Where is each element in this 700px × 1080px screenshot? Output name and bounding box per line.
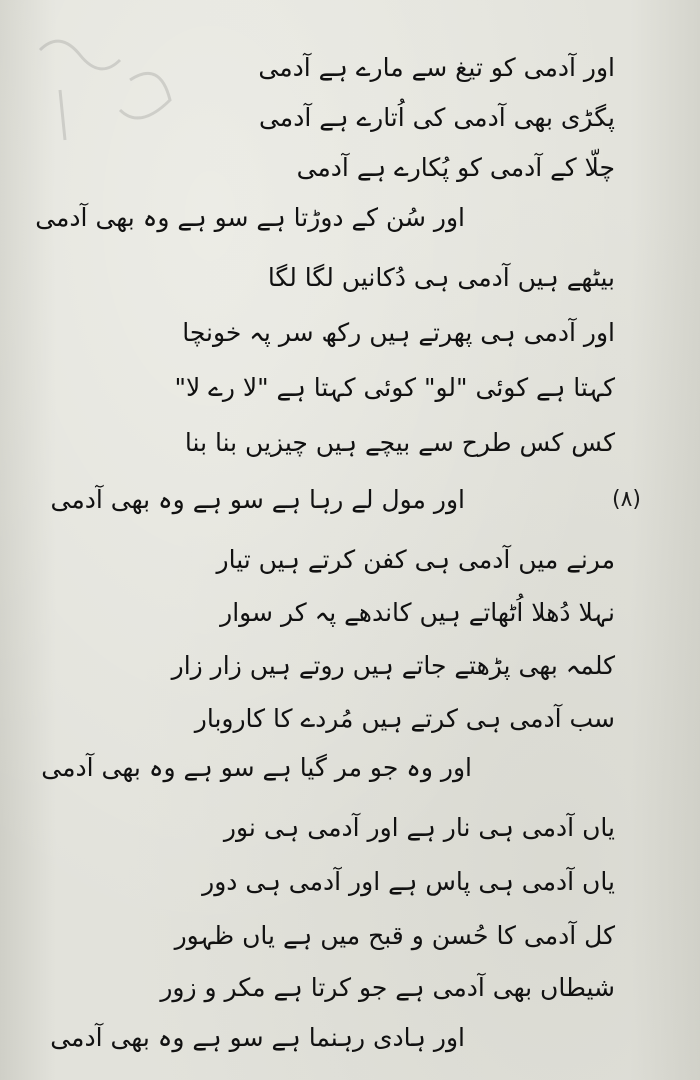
poem-line: کلمہ بھی پڑھتے جاتے ہیں روتے ہیں زار زار — [171, 651, 615, 680]
refrain-line: اور ہادی رہنما ہے سو ہے وہ بھی آدمی — [50, 1023, 465, 1052]
poem-line: یاں آدمی ہی پاس ہے اور آدمی ہی دور — [202, 867, 615, 896]
poem-line: مرنے میں آدمی ہی کفن کرتے ہیں تیار — [216, 545, 615, 574]
poem-line: اور آدمی ہی پھرتے ہیں رکھ سر پہ خونچا — [182, 318, 615, 347]
poem-line: سب آدمی ہی کرتے ہیں مُردے کا کاروبار — [194, 704, 615, 733]
poem-line: اور آدمی کو تیغ سے مارے ہے آدمی — [258, 53, 615, 82]
poem-line: کس کس طرح سے بیچے ہیں چیزیں بنا بنا — [184, 428, 615, 457]
poem-line: کل آدمی کا حُسن و قبح میں ہے یاں ظہور — [174, 921, 615, 950]
bleed-through-ink — [20, 20, 190, 160]
stanza-number: (۸) — [612, 487, 641, 512]
refrain-line: اور وہ جو مر گیا ہے سو ہے وہ بھی آدمی — [41, 753, 472, 782]
poem-line: بیٹھے ہیں آدمی ہی دُکانیں لگا لگا — [267, 263, 615, 292]
poem-line: شیطاں بھی آدمی ہے جو کرتا ہے مکر و زور — [160, 973, 615, 1002]
poem-line: پگڑی بھی آدمی کی اُتارے ہے آدمی — [258, 103, 615, 132]
poem-line: کہتا ہے کوئی "لو" کوئی کہتا ہے "لا رے لا" — [174, 373, 615, 402]
refrain-line: اور مول لے رہا ہے سو ہے وہ بھی آدمی — [50, 485, 465, 514]
poem-line: چلّا کے آدمی کو پُکارے ہے آدمی — [296, 153, 615, 182]
refrain-line: اور سُن کے دوڑتا ہے سو ہے وہ بھی آدمی — [35, 203, 465, 232]
poem-line: یاں آدمی ہی نار ہے اور آدمی ہی نور — [223, 813, 615, 842]
poem-line: نہلا دُھلا اُٹھاتے ہیں کاندھے پہ کر سوار — [220, 598, 615, 627]
